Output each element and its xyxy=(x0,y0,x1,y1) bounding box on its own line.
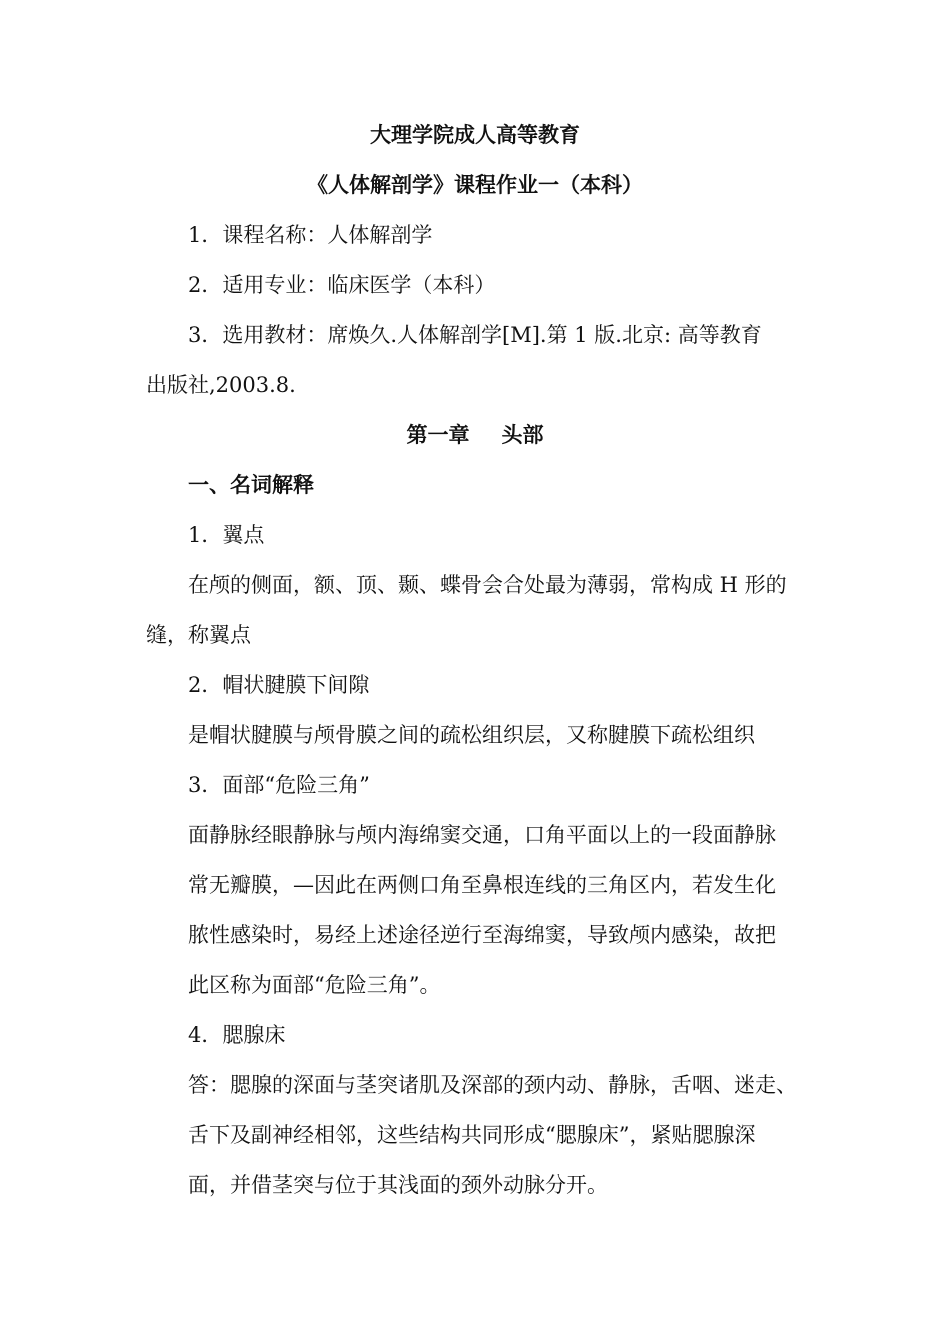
course-name-line: 1．课程名称：人体解剖学 xyxy=(188,223,433,247)
chapter-number: 第一章 xyxy=(406,423,470,447)
definition-line: 常无瓣膜，—因此在两侧口角至鼻根连线的三角区内，若发生化 xyxy=(188,873,776,897)
definition-line: 缝，称翼点 xyxy=(146,623,251,647)
textbook-line-1: 3．选用教材：席焕久.人体解剖学[M].第 1 版.北京: 高等教育 xyxy=(188,323,762,347)
textbook-line-2: 出版社,2003.8. xyxy=(146,373,296,397)
definition-line: 面静脉经眼静脉与颅内海绵窦交通，口角平面以上的一段面静脉 xyxy=(188,823,776,847)
term-title: 3．面部“危险三角” xyxy=(188,773,370,797)
definition-line: 脓性感染时，易经上述途径逆行至海绵窦，导致颅内感染，故把 xyxy=(188,923,776,947)
school-heading: 大理学院成人高等教育 xyxy=(370,123,580,147)
chapter-name: 头部 xyxy=(501,423,544,447)
major-line: 2．适用专业：临床医学（本科） xyxy=(188,273,496,297)
chapter-heading xyxy=(0,420,950,450)
definition-line: 答：腮腺的深面与茎突诸肌及深部的颈内动、静脉，舌咽、迷走、 xyxy=(188,1073,797,1097)
section-title: 一、名词解释 xyxy=(188,473,314,497)
term-title: 2．帽状腱膜下间隙 xyxy=(188,673,370,697)
definition-line: 此区称为面部“危险三角”。 xyxy=(188,973,441,997)
definition-line: 舌下及副神经相邻，这些结构共同形成“腮腺床”，紧贴腮腺深 xyxy=(188,1123,756,1147)
definition-line: 在颅的侧面，额、顶、颞、蝶骨会合处最为薄弱，常构成 H 形的 xyxy=(188,573,787,597)
term-title: 4．腮腺床 xyxy=(188,1023,286,1047)
definition-line: 是帽状腱膜与颅骨膜之间的疏松组织层，又称腱膜下疏松组织 xyxy=(188,723,755,747)
course-title: 《人体解剖学》课程作业一（本科） xyxy=(307,173,643,197)
term-title: 1．翼点 xyxy=(188,523,265,547)
definition-line: 面，并借茎突与位于其浅面的颈外动脉分开。 xyxy=(188,1173,608,1197)
